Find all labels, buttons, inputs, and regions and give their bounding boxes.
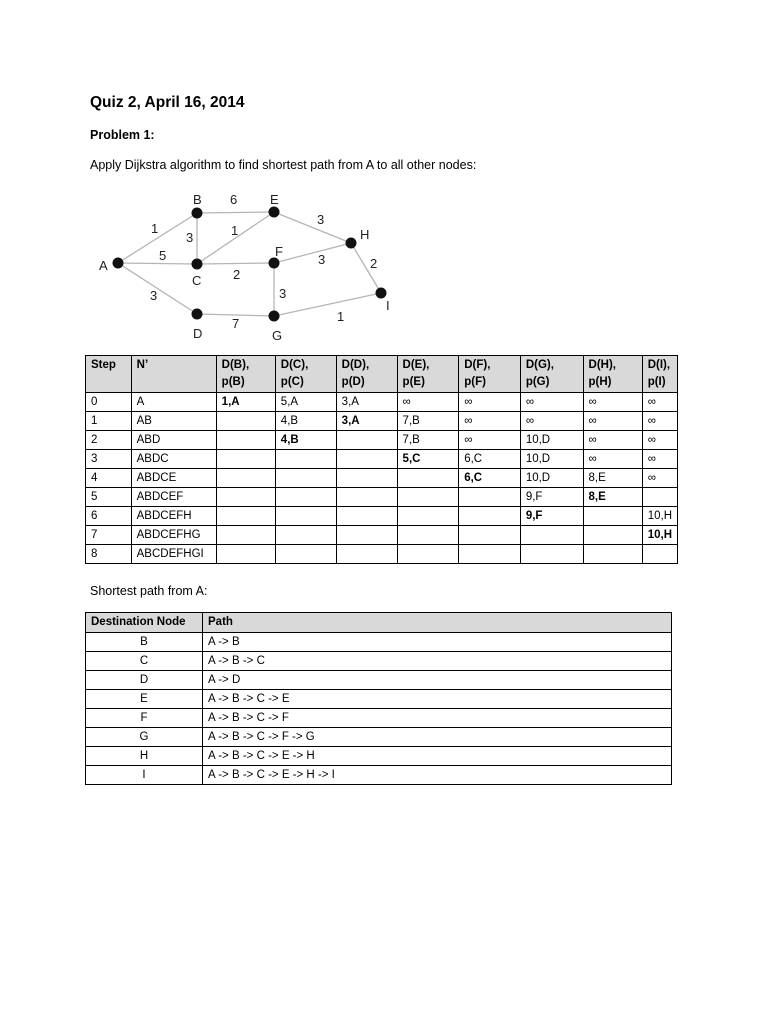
node-f xyxy=(269,258,280,269)
node-i xyxy=(376,288,387,299)
table-row xyxy=(86,690,672,709)
steps-cell: 10,D xyxy=(520,450,583,469)
edge-c-e xyxy=(197,212,274,264)
steps-cell xyxy=(397,545,459,564)
steps-cell xyxy=(216,469,275,488)
table-row xyxy=(86,412,678,431)
table-row xyxy=(86,728,672,747)
destination-node-cell: B xyxy=(86,633,203,652)
steps-cell xyxy=(459,526,521,545)
steps-cell: 8,E xyxy=(583,488,642,507)
edge-weight-e-h: 3 xyxy=(317,212,325,227)
edge-c-f xyxy=(197,263,274,264)
steps-cell: 7,B xyxy=(397,431,459,450)
edge-weight-h-i: 2 xyxy=(370,256,378,271)
steps-cell xyxy=(583,507,642,526)
steps-cell xyxy=(459,545,521,564)
steps-cell: 6 xyxy=(86,507,132,526)
steps-cell: ABDCE xyxy=(131,469,216,488)
path-cell: A -> D xyxy=(203,671,672,690)
steps-cell xyxy=(275,526,336,545)
edge-weight-b-e: 6 xyxy=(230,192,238,207)
node-c xyxy=(192,259,203,270)
node-label-b: B xyxy=(193,192,202,207)
steps-cell: 5,A xyxy=(275,393,336,412)
steps-header-cell: D(H), p(H) xyxy=(583,356,642,393)
node-label-g: G xyxy=(272,328,283,343)
steps-cell: ∞ xyxy=(642,393,677,412)
steps-cell: 9,F xyxy=(520,507,583,526)
steps-cell xyxy=(216,545,275,564)
steps-cell xyxy=(642,545,677,564)
edge-weight-f-g: 3 xyxy=(279,286,287,301)
steps-cell xyxy=(336,431,397,450)
steps-cell: ∞ xyxy=(459,412,521,431)
node-label-f: F xyxy=(275,244,283,259)
steps-header-cell: D(F), p(F) xyxy=(459,356,521,393)
table-row xyxy=(86,393,678,412)
steps-cell xyxy=(336,545,397,564)
steps-cell xyxy=(216,412,275,431)
node-label-i: I xyxy=(386,298,390,313)
table-row xyxy=(86,747,672,766)
shortest-paths-table xyxy=(85,612,672,785)
steps-cell: 8,E xyxy=(583,469,642,488)
steps-cell: 10,D xyxy=(520,431,583,450)
steps-cell: ABCDEFHGI xyxy=(131,545,216,564)
table-row xyxy=(86,652,672,671)
steps-cell xyxy=(642,488,677,507)
problem-label: Problem 1: xyxy=(90,128,155,142)
steps-cell xyxy=(216,488,275,507)
edge-f-h xyxy=(274,243,351,263)
node-e xyxy=(269,207,280,218)
steps-cell xyxy=(397,488,459,507)
node-h xyxy=(346,238,357,249)
steps-cell: ∞ xyxy=(583,431,642,450)
steps-cell: 4 xyxy=(86,469,132,488)
node-label-h: H xyxy=(360,227,370,242)
table-row xyxy=(86,709,672,728)
node-label-d: D xyxy=(193,326,203,341)
steps-cell: ∞ xyxy=(642,469,677,488)
edge-a-d xyxy=(118,263,197,314)
table-row xyxy=(86,450,678,469)
steps-header-cell: D(D), p(D) xyxy=(336,356,397,393)
steps-cell xyxy=(216,431,275,450)
steps-cell: ∞ xyxy=(459,393,521,412)
steps-cell: ABDCEF xyxy=(131,488,216,507)
steps-cell: 1,A xyxy=(216,393,275,412)
destination-node-cell: C xyxy=(86,652,203,671)
steps-cell xyxy=(336,526,397,545)
steps-cell xyxy=(216,526,275,545)
steps-cell: AB xyxy=(131,412,216,431)
steps-cell xyxy=(275,450,336,469)
node-label-c: C xyxy=(192,273,202,288)
paths-header-cell: Destination Node xyxy=(86,613,203,633)
edge-weight-d-g: 7 xyxy=(232,316,240,331)
steps-cell xyxy=(583,545,642,564)
steps-cell: 5,C xyxy=(397,450,459,469)
table-row xyxy=(86,488,678,507)
node-a xyxy=(113,258,124,269)
steps-header-cell: D(B), p(B) xyxy=(216,356,275,393)
steps-cell: ∞ xyxy=(459,431,521,450)
steps-cell: A xyxy=(131,393,216,412)
steps-cell xyxy=(397,507,459,526)
problem-instruction: Apply Dijkstra algorithm to find shortest path from A to all other nodes: xyxy=(90,158,477,172)
steps-cell: ∞ xyxy=(397,393,459,412)
path-cell: A -> B -> C -> E -> H -> I xyxy=(203,766,672,785)
steps-cell: ∞ xyxy=(642,431,677,450)
table-row xyxy=(86,507,678,526)
steps-cell: 4,B xyxy=(275,431,336,450)
steps-cell xyxy=(275,488,336,507)
steps-cell: ABDCEFH xyxy=(131,507,216,526)
steps-header-cell: D(C), p(C) xyxy=(275,356,336,393)
destination-node-cell: I xyxy=(86,766,203,785)
steps-cell xyxy=(336,450,397,469)
dijkstra-steps-table xyxy=(85,355,678,564)
steps-cell: ∞ xyxy=(642,412,677,431)
edge-weight-a-d: 3 xyxy=(150,288,158,303)
destination-node-cell: G xyxy=(86,728,203,747)
edge-e-h xyxy=(274,212,351,243)
steps-cell: ABDC xyxy=(131,450,216,469)
steps-cell xyxy=(336,469,397,488)
table-row xyxy=(86,633,672,652)
node-label-e: E xyxy=(270,192,279,207)
steps-cell xyxy=(275,545,336,564)
steps-cell: ∞ xyxy=(583,450,642,469)
paths-table-header-row xyxy=(86,613,672,633)
table-row xyxy=(86,671,672,690)
steps-cell: 10,D xyxy=(520,469,583,488)
steps-cell xyxy=(216,507,275,526)
destination-node-cell: F xyxy=(86,709,203,728)
node-b xyxy=(192,208,203,219)
steps-cell: ∞ xyxy=(520,412,583,431)
steps-cell xyxy=(520,545,583,564)
edge-weight-f-h: 3 xyxy=(318,252,326,267)
steps-cell xyxy=(275,507,336,526)
node-label-a: A xyxy=(99,258,108,273)
steps-cell: 9,F xyxy=(520,488,583,507)
path-cell: A -> B xyxy=(203,633,672,652)
steps-cell: 1 xyxy=(86,412,132,431)
steps-cell xyxy=(216,450,275,469)
edge-weight-a-b: 1 xyxy=(151,221,159,236)
destination-node-cell: E xyxy=(86,690,203,709)
edge-weight-c-e: 1 xyxy=(231,223,239,238)
edge-weight-a-c: 5 xyxy=(159,248,167,263)
steps-cell: 4,B xyxy=(275,412,336,431)
steps-cell xyxy=(397,469,459,488)
steps-header-cell: D(E), p(E) xyxy=(397,356,459,393)
steps-header-cell: Step xyxy=(86,356,132,393)
steps-cell: 0 xyxy=(86,393,132,412)
steps-cell xyxy=(397,526,459,545)
steps-cell: 5 xyxy=(86,488,132,507)
table-row xyxy=(86,766,672,785)
path-cell: A -> B -> C -> E -> H xyxy=(203,747,672,766)
steps-cell: 3,A xyxy=(336,412,397,431)
steps-cell xyxy=(459,488,521,507)
steps-cell: ∞ xyxy=(642,450,677,469)
path-cell: A -> B -> C -> F xyxy=(203,709,672,728)
destination-node-cell: D xyxy=(86,671,203,690)
steps-cell xyxy=(583,526,642,545)
table-row xyxy=(86,431,678,450)
edge-a-c xyxy=(118,263,197,264)
steps-cell xyxy=(275,469,336,488)
steps-cell: 6,C xyxy=(459,469,521,488)
steps-cell xyxy=(336,488,397,507)
shortest-path-heading: Shortest path from A: xyxy=(90,584,208,598)
table-row xyxy=(86,526,678,545)
dijkstra-graph-diagram xyxy=(90,186,410,346)
steps-cell: ABD xyxy=(131,431,216,450)
steps-cell: ∞ xyxy=(520,393,583,412)
destination-node-cell: H xyxy=(86,747,203,766)
table-row xyxy=(86,469,678,488)
steps-cell xyxy=(520,526,583,545)
steps-cell: 7,B xyxy=(397,412,459,431)
table-row xyxy=(86,545,678,564)
steps-cell: 2 xyxy=(86,431,132,450)
path-cell: A -> B -> C xyxy=(203,652,672,671)
steps-header-cell: D(I), p(I) xyxy=(642,356,677,393)
steps-cell: ∞ xyxy=(583,393,642,412)
steps-cell: 7 xyxy=(86,526,132,545)
steps-cell: ABDCEFHG xyxy=(131,526,216,545)
steps-cell: 10,H xyxy=(642,507,677,526)
edge-weight-b-c: 3 xyxy=(186,230,194,245)
steps-header-cell: N’ xyxy=(131,356,216,393)
steps-cell: 3,A xyxy=(336,393,397,412)
edge-weight-g-i: 1 xyxy=(337,309,345,324)
edge-b-e xyxy=(197,212,274,213)
edge-g-i xyxy=(274,293,381,316)
steps-cell: 3 xyxy=(86,450,132,469)
steps-cell: 8 xyxy=(86,545,132,564)
node-d xyxy=(192,309,203,320)
node-g xyxy=(269,311,280,322)
edge-weight-c-f: 2 xyxy=(233,267,241,282)
path-cell: A -> B -> C -> F -> G xyxy=(203,728,672,747)
steps-cell xyxy=(336,507,397,526)
steps-cell: ∞ xyxy=(583,412,642,431)
steps-cell xyxy=(459,507,521,526)
steps-table-header-row xyxy=(86,356,678,393)
steps-header-cell: D(G), p(G) xyxy=(520,356,583,393)
page-title: Quiz 2, April 16, 2014 xyxy=(90,94,245,111)
steps-cell: 6,C xyxy=(459,450,521,469)
paths-header-cell: Path xyxy=(203,613,672,633)
steps-cell: 10,H xyxy=(642,526,677,545)
path-cell: A -> B -> C -> E xyxy=(203,690,672,709)
